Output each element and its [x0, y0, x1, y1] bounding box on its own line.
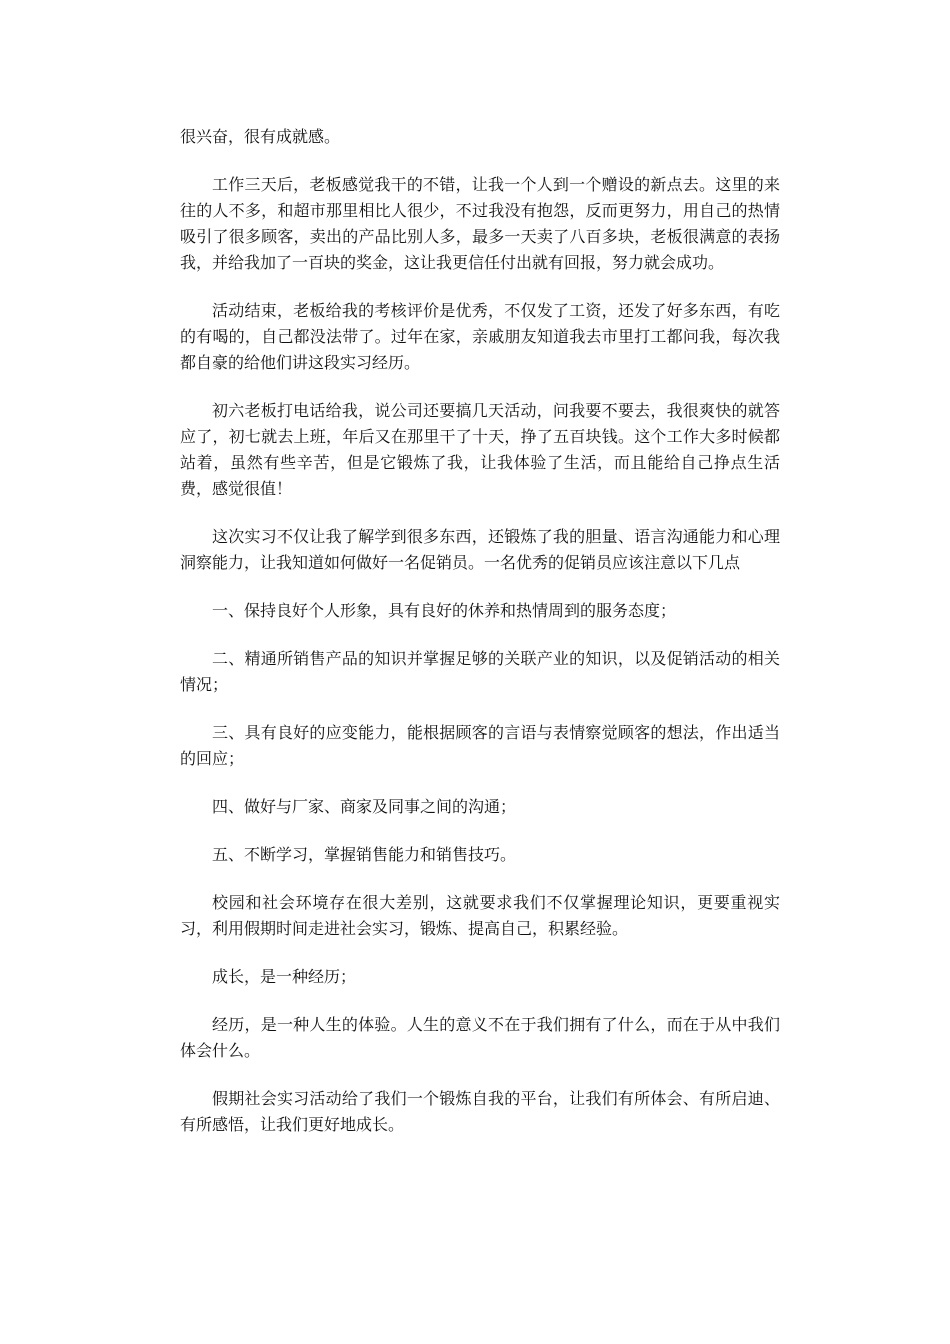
paragraph-new-location: 工作三天后，老板感觉我干的不错，让我一个人到一个赠设的新点去。这里的来往的人不多，和超市那里相比人很少，不过我没有抱怨，反而更努力，用自己的热情吸引了很多顾客，卖出的产品比别人多，最多一天卖了八百多块，老板很满意的表扬我，并给我加了一百块的奖金，这让我更信任付出就有回报，努力就会成功。 — [180, 175, 780, 272]
paragraph-continuation: 很兴奋，很有成就感。 — [180, 127, 341, 146]
paragraph-internship-gains: 这次实习不仅让我了解学到很多东西，还锻炼了我的胆量、语言沟通能力和心理洞察能力，让我知道如何做好一名促销员。一名优秀的促销员应该注意以下几点 — [180, 527, 780, 572]
list-item-point-4: 四、做好与厂家、商家及同事之间的沟通； — [212, 797, 517, 816]
list-item-point-1: 一、保持良好个人形象，具有良好的休养和热情周到的服务态度； — [212, 601, 677, 620]
paragraph-sixth-day-call: 初六老板打电话给我，说公司还要搞几天活动，问我要不要去，我很爽快的就答应了，初七就去上班，年后又在那里干了十天，挣了五百块钱。这个工作大多时候都站着，虽然有些辛苦，但是它锻炼了我，让我体验了生活，而且能给自己挣点生活费，感觉很值！ — [180, 401, 780, 498]
list-item-point-5: 五、不断学习，掌握销售能力和销售技巧。 — [212, 845, 517, 864]
document-body — [180, 124, 780, 1160]
paragraph-growth: 成长，是一种经历； — [212, 967, 357, 986]
list-item-point-2: 二、精通所销售产品的知识并掌握足够的关联产业的知识，以及促销活动的相关情况； — [180, 649, 780, 694]
paragraph-experience: 经历，是一种人生的体验。人生的意义不在于我们拥有了什么，而在于从中我们体会什么。 — [180, 1015, 780, 1060]
paragraph-campus-society: 校园和社会环境存在很大差别，这就要求我们不仅掌握理论知识，更要重视实习，利用假期时间走进社会实习，锻炼、提高自己，积累经验。 — [180, 893, 780, 938]
list-item-point-3: 三、具有良好的应变能力，能根据顾客的言语与表情察觉顾客的想法，作出适当的回应； — [180, 723, 780, 768]
paragraph-conclusion: 假期社会实习活动给了我们一个锻炼自我的平台，让我们有所体会、有所启迪、有所感悟，让我们更好地成长。 — [180, 1089, 780, 1134]
paragraph-activity-end: 活动结束，老板给我的考核评价是优秀，不仅发了工资，还发了好多东西，有吃的有喝的，自己都没法带了。过年在家，亲戚朋友知道我去市里打工都问我，每次我都自豪的给他们讲这段实习经历。 — [180, 301, 780, 372]
